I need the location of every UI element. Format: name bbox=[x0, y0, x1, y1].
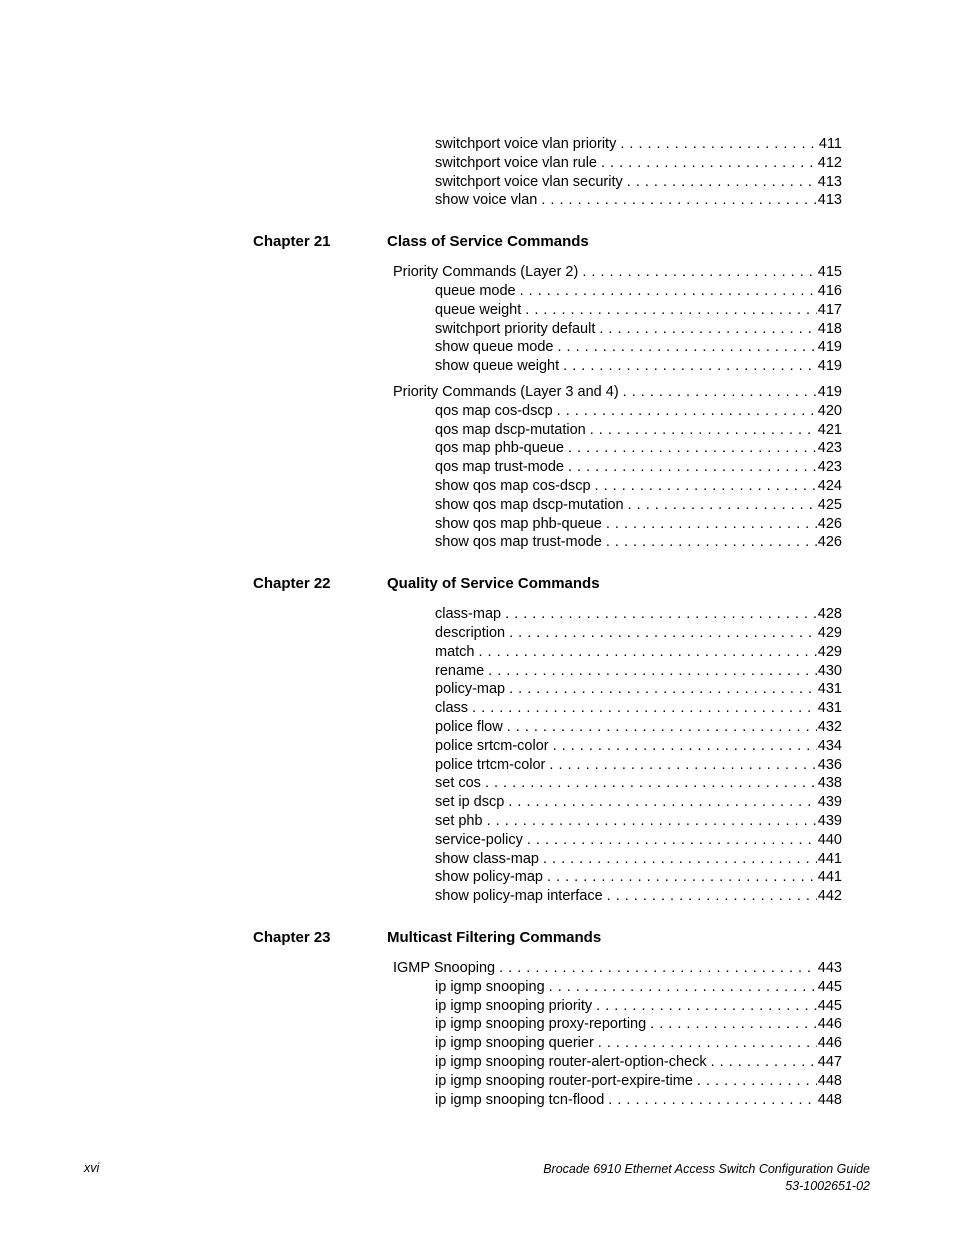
toc-entry-page: 423 bbox=[817, 459, 842, 475]
toc-section-entry[interactable] bbox=[393, 263, 842, 282]
dot-leader bbox=[697, 1072, 817, 1091]
toc-entry-title: set phb bbox=[435, 813, 483, 829]
dot-leader bbox=[568, 439, 817, 458]
toc-entry-title: qos map trust-mode bbox=[435, 459, 564, 475]
dot-leader bbox=[507, 718, 817, 737]
toc-entry-page: 416 bbox=[817, 283, 842, 299]
toc-entry[interactable] bbox=[435, 357, 842, 376]
dot-leader bbox=[541, 191, 816, 210]
toc-entry[interactable] bbox=[435, 662, 842, 681]
toc-entry-page: 412 bbox=[817, 155, 842, 171]
toc-entry-page: 439 bbox=[817, 813, 842, 829]
toc-entry[interactable] bbox=[435, 850, 842, 869]
toc-entry[interactable] bbox=[435, 868, 842, 887]
toc-entry[interactable] bbox=[435, 997, 842, 1016]
toc-entry-title: switchport voice vlan rule bbox=[435, 155, 597, 171]
toc-entry-title: description bbox=[435, 625, 506, 641]
toc-entry[interactable] bbox=[435, 1072, 842, 1091]
toc-entry[interactable] bbox=[435, 774, 842, 793]
dot-leader bbox=[598, 1034, 817, 1053]
toc-entry-page: 446 bbox=[817, 1035, 842, 1051]
chapter-title[interactable]: Multicast Filtering Commands bbox=[387, 929, 602, 946]
toc-entry-title: show queue weight bbox=[435, 358, 560, 374]
toc-entry-title: policy-map bbox=[435, 681, 506, 697]
toc-entry-title: show policy-map bbox=[435, 869, 543, 885]
dot-leader bbox=[627, 173, 817, 192]
dot-leader bbox=[650, 1015, 817, 1034]
dot-leader bbox=[549, 756, 816, 775]
toc-entry-page: 448 bbox=[817, 1073, 842, 1089]
dot-leader bbox=[590, 421, 817, 440]
toc-entry-page: 411 bbox=[818, 136, 842, 152]
toc-entry[interactable] bbox=[435, 831, 842, 850]
toc-entry[interactable] bbox=[435, 496, 842, 515]
dot-leader bbox=[549, 978, 817, 997]
dot-leader bbox=[487, 812, 817, 831]
footer-doc-number: 53-1002651-02 bbox=[785, 1179, 870, 1193]
toc-entry-page: 424 bbox=[817, 478, 842, 494]
toc-entry[interactable] bbox=[435, 135, 842, 154]
dot-leader bbox=[485, 774, 817, 793]
toc-entry-page: 418 bbox=[817, 321, 842, 337]
toc-entry-page: 415 bbox=[817, 264, 842, 280]
toc-entry-title: show qos map trust-mode bbox=[435, 534, 602, 550]
toc-entry[interactable] bbox=[435, 533, 842, 552]
toc-entry-title: show qos map cos-dscp bbox=[435, 478, 591, 494]
toc-entry-title: qos map cos-dscp bbox=[435, 403, 553, 419]
dot-leader bbox=[525, 301, 817, 320]
toc-entry-page: 432 bbox=[817, 719, 842, 735]
toc-entry-title: show queue mode bbox=[435, 339, 554, 355]
dot-leader bbox=[558, 338, 817, 357]
chapter-label: Chapter 22 bbox=[253, 575, 331, 592]
toc-entry[interactable] bbox=[435, 605, 842, 624]
toc-entry-title: qos map phb-queue bbox=[435, 440, 564, 456]
toc-entry-title: qos map dscp-mutation bbox=[435, 422, 586, 438]
toc-entry-page: 443 bbox=[817, 960, 842, 976]
toc-entry[interactable] bbox=[435, 756, 842, 775]
toc-entry[interactable] bbox=[435, 154, 842, 173]
toc-entry-title: ip igmp snooping priority bbox=[435, 998, 593, 1014]
dot-leader bbox=[499, 959, 817, 978]
toc-entry-page: 417 bbox=[817, 302, 842, 318]
toc-entry-title: show qos map dscp-mutation bbox=[435, 497, 624, 513]
toc-entry-title: police flow bbox=[435, 719, 503, 735]
toc-entry-title: rename bbox=[435, 663, 485, 679]
toc-entry[interactable] bbox=[435, 793, 842, 812]
toc-entry[interactable] bbox=[435, 737, 842, 756]
dot-leader bbox=[509, 624, 817, 643]
toc-entry-page: 445 bbox=[817, 979, 842, 995]
toc-entry[interactable] bbox=[435, 191, 842, 210]
toc-entry-page: 434 bbox=[817, 738, 842, 754]
toc-section-entry[interactable] bbox=[393, 383, 842, 402]
toc-entry-title: IGMP Snooping bbox=[393, 960, 496, 976]
dot-leader bbox=[553, 737, 817, 756]
toc-entry-title: show policy-map interface bbox=[435, 888, 603, 904]
toc-entry-title: switchport voice vlan priority bbox=[435, 136, 617, 152]
dot-leader bbox=[620, 135, 818, 154]
dot-leader bbox=[472, 699, 817, 718]
dot-leader bbox=[543, 850, 817, 869]
dot-leader bbox=[547, 868, 817, 887]
toc-entry-title: class-map bbox=[435, 606, 502, 622]
dot-leader bbox=[520, 282, 817, 301]
toc-entry-title: service-policy bbox=[435, 832, 523, 848]
toc-entry[interactable] bbox=[435, 699, 842, 718]
dot-leader bbox=[557, 402, 817, 421]
toc-entry[interactable] bbox=[435, 282, 842, 301]
toc-entry[interactable] bbox=[435, 421, 842, 440]
toc-entry-page: 426 bbox=[817, 534, 842, 550]
toc-section-entry[interactable] bbox=[393, 959, 842, 978]
toc-entry-title: Priority Commands (Layer 2) bbox=[393, 264, 579, 280]
toc-entry-title: ip igmp snooping bbox=[435, 979, 545, 995]
dot-leader bbox=[608, 1091, 817, 1110]
footer-page-number: xvi bbox=[84, 1161, 100, 1175]
toc-entry-title: police trtcm-color bbox=[435, 757, 546, 773]
toc-entry-page: 429 bbox=[817, 625, 842, 641]
toc-entry[interactable] bbox=[435, 515, 842, 534]
toc-entry-page: 431 bbox=[817, 700, 842, 716]
toc-entry-page: 441 bbox=[817, 851, 842, 867]
dot-leader bbox=[505, 605, 817, 624]
toc-entry-page: 419 bbox=[817, 339, 842, 355]
toc-entry[interactable] bbox=[435, 173, 842, 192]
toc-entry-page: 413 bbox=[817, 192, 842, 208]
toc-entry-page: 445 bbox=[817, 998, 842, 1014]
toc-entry[interactable] bbox=[435, 338, 842, 357]
toc-entry[interactable] bbox=[435, 718, 842, 737]
toc-entry-title: class bbox=[435, 700, 469, 716]
toc-entry[interactable] bbox=[435, 1053, 842, 1072]
toc-entry[interactable] bbox=[435, 1034, 842, 1053]
dot-leader bbox=[601, 154, 817, 173]
toc-entry[interactable] bbox=[435, 301, 842, 320]
toc-entry-page: 447 bbox=[817, 1054, 842, 1070]
toc-entry-page: 428 bbox=[817, 606, 842, 622]
toc-entry-page: 419 bbox=[817, 384, 842, 400]
toc-entry-page: 436 bbox=[817, 757, 842, 773]
dot-leader bbox=[509, 680, 817, 699]
toc-entry-title: queue weight bbox=[435, 302, 522, 318]
dot-leader bbox=[607, 887, 817, 906]
toc-entry-title: switchport priority default bbox=[435, 321, 596, 337]
toc-entry-page: 423 bbox=[817, 440, 842, 456]
dot-leader bbox=[582, 263, 816, 282]
chapter-title[interactable]: Class of Service Commands bbox=[387, 233, 589, 250]
toc-entry-page: 431 bbox=[817, 681, 842, 697]
dot-leader bbox=[623, 383, 817, 402]
toc-entry[interactable] bbox=[435, 680, 842, 699]
toc-entry-page: 439 bbox=[817, 794, 842, 810]
dot-leader bbox=[488, 662, 817, 681]
toc-entry[interactable] bbox=[435, 978, 842, 997]
toc-entry-title: set ip dscp bbox=[435, 794, 505, 810]
toc-entry-title: set cos bbox=[435, 775, 481, 791]
toc-entry-title: queue mode bbox=[435, 283, 516, 299]
toc-entry[interactable] bbox=[435, 320, 842, 339]
toc-entry-title: show class-map bbox=[435, 851, 539, 867]
toc-entry[interactable] bbox=[435, 458, 842, 477]
toc-entry[interactable] bbox=[435, 812, 842, 831]
toc-entry-page: 438 bbox=[817, 775, 842, 791]
toc-entry-title: switchport voice vlan security bbox=[435, 174, 623, 190]
toc-entry-title: police srtcm-color bbox=[435, 738, 549, 754]
toc-entry-page: 420 bbox=[817, 403, 842, 419]
toc-entry-page: 419 bbox=[817, 358, 842, 374]
toc-entry-page: 442 bbox=[817, 888, 842, 904]
toc-entry-title: match bbox=[435, 644, 475, 660]
toc-entry-page: 421 bbox=[817, 422, 842, 438]
toc-entry-page: 413 bbox=[817, 174, 842, 190]
dot-leader bbox=[568, 458, 817, 477]
dot-leader bbox=[628, 496, 817, 515]
dot-leader bbox=[596, 997, 817, 1016]
chapter-title[interactable]: Quality of Service Commands bbox=[387, 575, 600, 592]
chapter-label: Chapter 23 bbox=[253, 929, 331, 946]
toc-entry[interactable] bbox=[435, 1015, 842, 1034]
toc-entry-page: 429 bbox=[817, 644, 842, 660]
toc-entry-page: 440 bbox=[817, 832, 842, 848]
toc-entry[interactable] bbox=[435, 624, 842, 643]
toc-entry[interactable] bbox=[435, 402, 842, 421]
toc-entry-title: ip igmp snooping router-alert-option-check bbox=[435, 1054, 707, 1070]
dot-leader bbox=[508, 793, 816, 812]
toc-entry-title: ip igmp snooping proxy-reporting bbox=[435, 1016, 647, 1032]
toc-entry[interactable] bbox=[435, 887, 842, 906]
dot-leader bbox=[479, 643, 817, 662]
dot-leader bbox=[606, 515, 817, 534]
toc-entry-page: 441 bbox=[817, 869, 842, 885]
chapter-label: Chapter 21 bbox=[253, 233, 331, 250]
toc-entry[interactable] bbox=[435, 643, 842, 662]
footer-doc-title: Brocade 6910 Ethernet Access Switch Configuration Guide bbox=[543, 1162, 870, 1176]
toc-entry[interactable] bbox=[435, 1091, 842, 1110]
toc-entry[interactable] bbox=[435, 477, 842, 496]
toc-entry-title: show qos map phb-queue bbox=[435, 516, 602, 532]
toc-entry-page: 448 bbox=[817, 1092, 842, 1108]
toc-entry-title: ip igmp snooping querier bbox=[435, 1035, 594, 1051]
toc-entry-page: 446 bbox=[817, 1016, 842, 1032]
toc-entry-page: 426 bbox=[817, 516, 842, 532]
toc-entry-title: show voice vlan bbox=[435, 192, 538, 208]
toc-entry[interactable] bbox=[435, 439, 842, 458]
toc-entry-title: ip igmp snooping router-port-expire-time bbox=[435, 1073, 693, 1089]
dot-leader bbox=[606, 533, 817, 552]
toc-entry-title: Priority Commands (Layer 3 and 4) bbox=[393, 384, 619, 400]
dot-leader bbox=[527, 831, 817, 850]
toc-entry-title: ip igmp snooping tcn-flood bbox=[435, 1092, 605, 1108]
dot-leader bbox=[711, 1053, 817, 1072]
dot-leader bbox=[563, 357, 817, 376]
toc-entry-page: 425 bbox=[817, 497, 842, 513]
dot-leader bbox=[599, 320, 816, 339]
dot-leader bbox=[595, 477, 817, 496]
footer-document-info bbox=[543, 1161, 870, 1195]
toc-entry-page: 430 bbox=[817, 663, 842, 679]
